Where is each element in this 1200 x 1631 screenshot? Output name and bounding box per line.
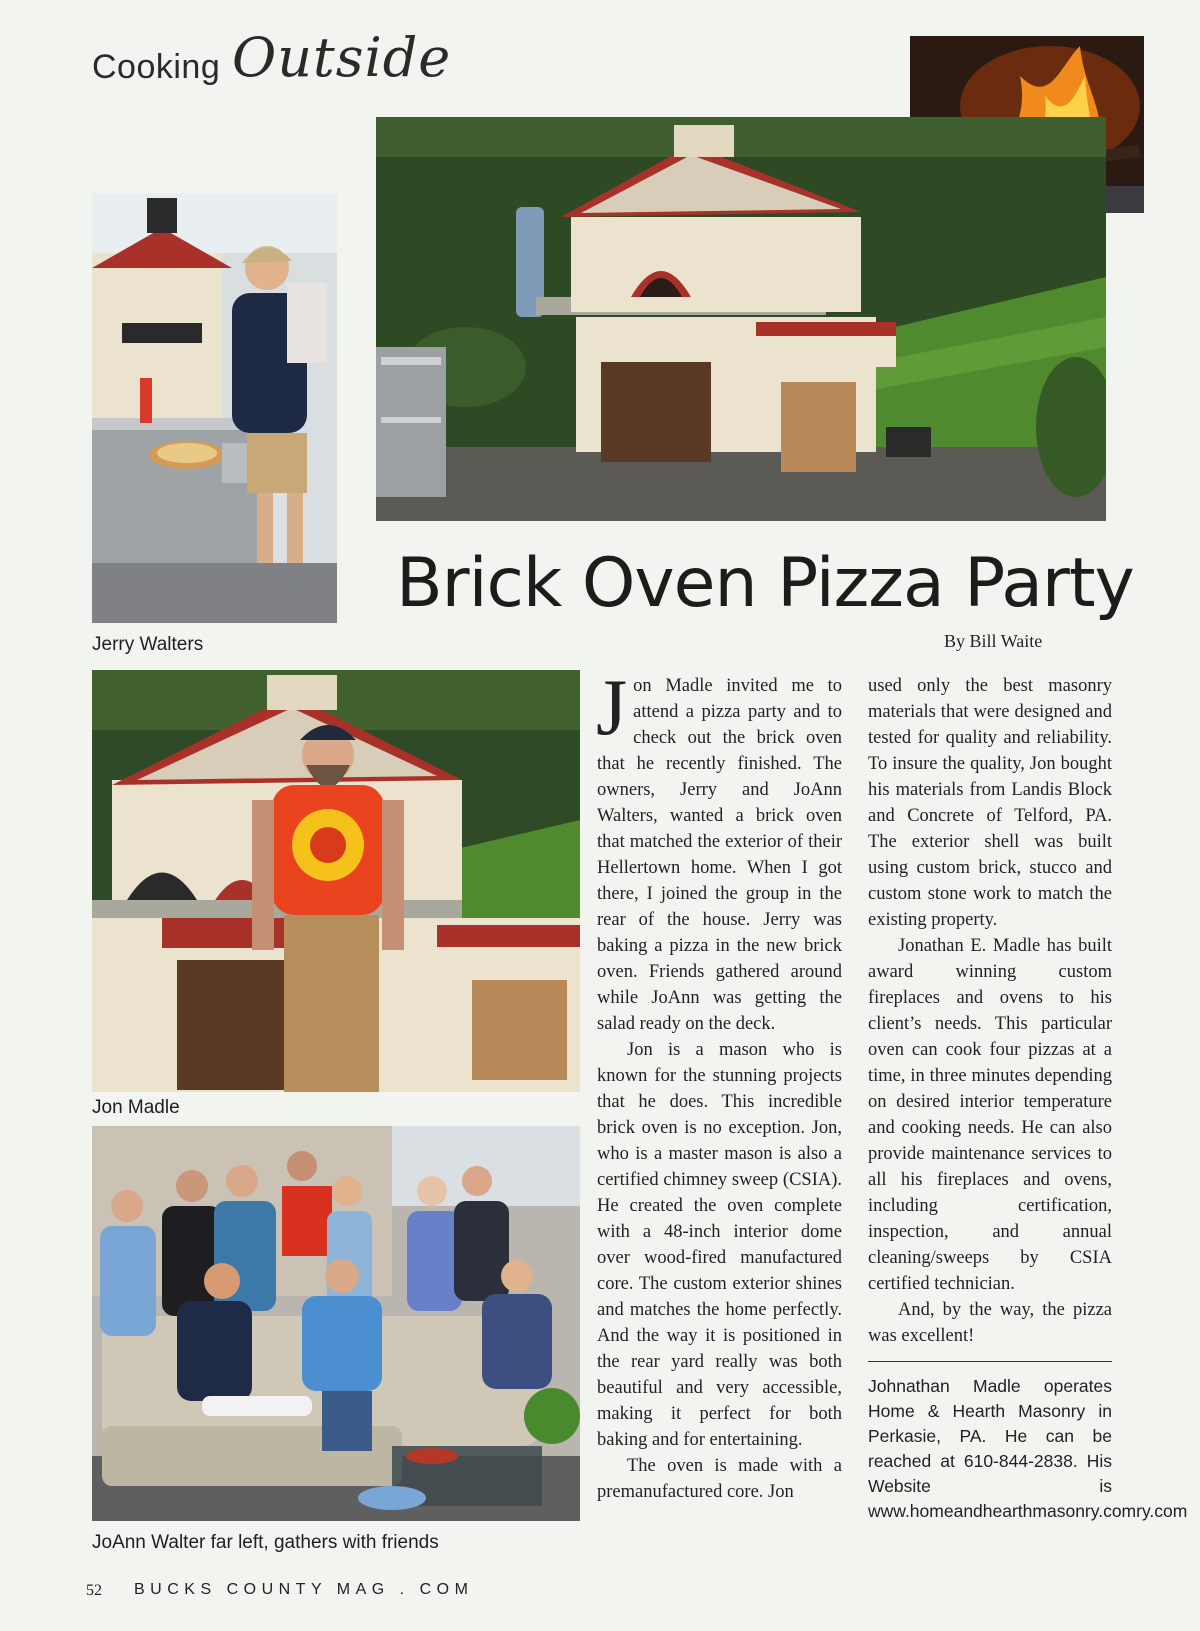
bio-divider bbox=[868, 1361, 1112, 1362]
article-title: Brick Oven Pizza Party bbox=[396, 544, 1134, 623]
jerry-walters-photo bbox=[92, 193, 337, 623]
paragraph: Jonathan E. Madle has built award winning custom fireplaces and ovens to his client’s needs. This particular oven can cook four pizzas at a time, in three minutes depending on desired interior temperature and cooking needs. He can also provide maintenance services to all his fireplaces and ovens, including certification, inspection, and annual cleaning/sweeps by CSIA certified technician. bbox=[868, 936, 1112, 1294]
footer-site: BUCKS COUNTY MAG . COM bbox=[134, 1581, 474, 1598]
caption-friends: JoAnn Walter far left, gathers with friends bbox=[92, 1532, 439, 1553]
page-number: 52 bbox=[86, 1582, 102, 1599]
article-column-2 bbox=[868, 673, 1112, 1349]
caption-jerry: Jerry Walters bbox=[92, 634, 204, 655]
paragraph: used only the best masonry materials that were designed and tested for quality and reliability. To insure the quality, Jon bought his materials from Landis Block and Concrete of Telford, PA. The exterior shell was built using custom brick, stucco and custom stone work to match the existing property. bbox=[868, 676, 1112, 930]
author-bio: Johnathan Madle operates Home & Hearth Masonry in Perkasie, PA. He can be reached at 610-844-2838. His Website is www.homeandhearthmasonry.comry.com bbox=[868, 1376, 1188, 1521]
brick-oven-photo bbox=[376, 117, 1106, 521]
article-column-1 bbox=[596, 664, 842, 1505]
section-label: Cooking bbox=[92, 48, 221, 86]
section-label-script: Outside bbox=[232, 26, 452, 89]
paragraph: The oven is made with a premanufactured core. Jon bbox=[597, 1456, 842, 1502]
paragraph: Jon Madle invited me to attend a pizza party and to check out the brick oven that he recently finished. The owners, Jerry and JoAnn Walters, wanted a brick oven that matched the exterior of their Hellertown home. When I got there, I joined the group in the rear of the house. Jerry was baking a pizza in the new brick oven. Friends gathered around while JoAnn was getting the salad ready on the deck. bbox=[596, 664, 842, 1034]
caption-jon: Jon Madle bbox=[92, 1097, 180, 1118]
drop-cap: J bbox=[596, 664, 628, 752]
paragraph: And, by the way, the pizza was excellent! bbox=[868, 1300, 1112, 1346]
jon-madle-photo bbox=[92, 670, 580, 1092]
paragraph: Jon is a mason who is known for the stunning projects that he does. This incredible brick oven is no exception. Jon, who is a master mason is also a certified chimney sweep (CSIA). He created the oven complete with a 48-inch interior dome over wood-fired manufactured core. The custom exterior shines and matches the home perfectly. And the way it is positioned in the rear yard really was both beautiful and very accessible, making it perfect for both baking and for entertaining. bbox=[597, 1040, 842, 1450]
friends-group-photo bbox=[92, 1126, 580, 1521]
article-byline: By Bill Waite bbox=[944, 631, 1043, 651]
